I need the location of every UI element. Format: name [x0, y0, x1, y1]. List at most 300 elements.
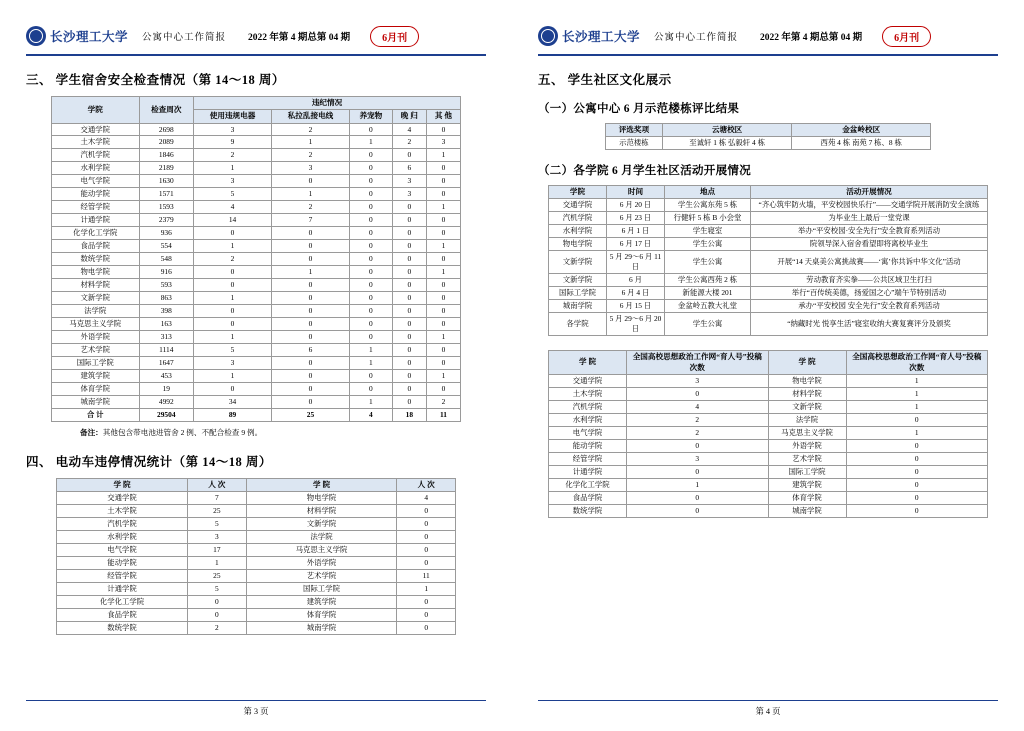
table-cell: 4 [627, 400, 769, 413]
table-row [52, 344, 461, 357]
table-cell: 1 [272, 188, 350, 201]
table-cell: 0 [272, 240, 350, 253]
table-cell: 城南学院 [768, 504, 846, 517]
table-cell: 2 [627, 413, 769, 426]
table-row [52, 227, 461, 240]
table-cell: 6 月 23 日 [607, 212, 665, 225]
table-cell: 6 [272, 344, 350, 357]
table-cell: 0 [846, 452, 988, 465]
table-cell: 1 [426, 240, 460, 253]
table-row [549, 251, 988, 274]
table-cell: 经管学院 [52, 201, 140, 214]
table-cell: 物电学院 [549, 238, 607, 251]
table-cell: 汽机学院 [549, 212, 607, 225]
table-cell: 11 [397, 570, 456, 583]
table-cell: 外语学院 [246, 557, 397, 570]
table-row [549, 225, 988, 238]
table-cell: 0 [349, 266, 392, 279]
table-cell: 4 [397, 492, 456, 505]
col-time: 时间 [607, 186, 665, 199]
table-cell: 5 月 29～6 月 11 日 [607, 251, 665, 274]
table-cell: 国际工学院 [549, 287, 607, 300]
table-cell: 化学化工学院 [57, 596, 188, 609]
table-cell: 398 [139, 305, 194, 318]
table-cell: 体育学院 [246, 609, 397, 622]
table-cell: 1 [426, 201, 460, 214]
table-cell: 0 [426, 318, 460, 331]
section-4-title: 四、 电动车违停情况统计（第 14～18 周） [26, 455, 272, 470]
table-cell: 6 月 4 日 [607, 287, 665, 300]
table-row [549, 439, 988, 452]
table-cell: 3 [194, 357, 272, 370]
table-cell: 示范楼栋 [606, 137, 663, 150]
table-cell: 0 [392, 227, 426, 240]
table-cell: 0 [349, 370, 392, 383]
table-body-awards [606, 137, 931, 150]
table-row [549, 426, 988, 439]
table-cell: 0 [349, 201, 392, 214]
table-cell: 0 [392, 266, 426, 279]
table-cell: 汽机学院 [52, 149, 140, 162]
university-logo [26, 26, 128, 46]
table-cell: 0 [194, 279, 272, 292]
table-cell: 0 [272, 396, 350, 409]
table-cell: 文新学院 [549, 251, 607, 274]
table-cell: 计通学院 [57, 583, 188, 596]
issue-badge: 6月刊 [370, 26, 419, 47]
table-cell: 0 [272, 318, 350, 331]
table-cell: 0 [392, 370, 426, 383]
table-cell: 0 [426, 253, 460, 266]
table-row [57, 505, 456, 518]
table-cell: 2379 [139, 214, 194, 227]
table-cell: 0 [397, 544, 456, 557]
table-model-dorm-awards [605, 123, 931, 150]
table-cell: 25 [188, 505, 247, 518]
table-row [52, 175, 461, 188]
table-cell: 学生公寓 [665, 313, 751, 336]
table-cell: 文新学院 [549, 274, 607, 287]
table-cell: 汽机学院 [57, 518, 188, 531]
table-cell: 电气学院 [549, 426, 627, 439]
table-cell: 交通学院 [549, 374, 627, 387]
masthead-right [538, 22, 998, 56]
table-cell: 体育学院 [52, 383, 140, 396]
table-cell: 食品学院 [52, 240, 140, 253]
table-row [52, 279, 461, 292]
table-row [52, 266, 461, 279]
table-cell: 西苑 4 栋 南苑 7 栋、8 栋 [792, 137, 931, 150]
col-violation-group: 违纪情况 [194, 97, 461, 110]
table-cell: 0 [426, 175, 460, 188]
table-row [57, 557, 456, 570]
table-cell: 0 [846, 465, 988, 478]
table-cell: 0 [349, 214, 392, 227]
table-row [606, 137, 931, 150]
table-cell: 法学院 [52, 305, 140, 318]
table-cell: 能动学院 [549, 439, 627, 452]
table-cell: 14 [194, 214, 272, 227]
col-count-a: 人 次 [188, 479, 247, 492]
table-cell: 6 月 20 日 [607, 199, 665, 212]
table-cell: 城南学院 [52, 396, 140, 409]
table-row [52, 318, 461, 331]
table-cell: 0 [426, 357, 460, 370]
table-cell: 0 [349, 227, 392, 240]
masthead-subtitle: 公寓中心工作简报 [142, 33, 227, 43]
table-cell: 0 [272, 331, 350, 344]
table-row [52, 162, 461, 175]
table-cell: 1846 [139, 149, 194, 162]
table-cell: 物电学院 [246, 492, 397, 505]
table-cell: 0 [397, 518, 456, 531]
table-cell: 593 [139, 279, 194, 292]
table-cell: 数统学院 [549, 504, 627, 517]
table-cell: 行健轩 5 栋 B 小会堂 [665, 212, 751, 225]
table-row [57, 518, 456, 531]
table-cell: 学生公寓 [665, 238, 751, 251]
table-cell: 1571 [139, 188, 194, 201]
table-row [52, 409, 461, 422]
table-cell: 食品学院 [57, 609, 188, 622]
table-row [549, 274, 988, 287]
table-cell: 6 月 17 日 [607, 238, 665, 251]
table-cell: 3 [272, 162, 350, 175]
table-row [52, 123, 461, 136]
table-cell: 916 [139, 266, 194, 279]
table-cell: 4 [349, 409, 392, 422]
table-cell: 0 [349, 253, 392, 266]
table-cell: 0 [272, 370, 350, 383]
table-row [57, 622, 456, 635]
university-seal-icon [26, 26, 46, 46]
table-cell: 1 [846, 374, 988, 387]
table-cell: 0 [392, 201, 426, 214]
table-cell: 体育学院 [768, 491, 846, 504]
subsection-1-title: （一）公寓中心 6 月示范楼栋评比结果 [538, 103, 740, 115]
table-cell: 土木学院 [57, 505, 188, 518]
table-cell: 548 [139, 253, 194, 266]
table-cell: 0 [392, 318, 426, 331]
table-row [549, 478, 988, 491]
table-cell: 1 [397, 583, 456, 596]
table-cell: 0 [392, 149, 426, 162]
table-cell: 计通学院 [52, 214, 140, 227]
table-cell: 1 [349, 344, 392, 357]
table-cell: 0 [194, 318, 272, 331]
table-cell: 1 [846, 387, 988, 400]
table-cell: 金盆岭五教大礼堂 [665, 300, 751, 313]
table-cell: 19 [139, 383, 194, 396]
table-row [52, 292, 461, 305]
table-cell: 0 [194, 227, 272, 240]
table-cell: 1 [272, 266, 350, 279]
table-cell: 6 月 [607, 274, 665, 287]
table-cell: 各学院 [549, 313, 607, 336]
table-cell: 1 [349, 136, 392, 149]
table-cell: 艺术学院 [768, 452, 846, 465]
table-cell: 0 [349, 188, 392, 201]
table-cell: 9 [194, 136, 272, 149]
table-row [52, 253, 461, 266]
col-jinpenling-campus: 金盆岭校区 [792, 124, 931, 137]
table-row [57, 609, 456, 622]
table-row [549, 413, 988, 426]
table-cell: 合 计 [52, 409, 140, 422]
table-cell: 25 [272, 409, 350, 422]
table-row [549, 504, 988, 517]
table-community-activities [548, 185, 988, 336]
table-cell: 0 [349, 149, 392, 162]
table-cell: 0 [349, 162, 392, 175]
table-cell: 0 [846, 439, 988, 452]
table-cell: 5 [194, 344, 272, 357]
masthead-issue: 2022 年第 4 期总第 04 期 [760, 33, 863, 43]
table-cell: 0 [188, 609, 247, 622]
table-cell: 3 [392, 175, 426, 188]
table-cell: 1 [272, 136, 350, 149]
table-cell: 水利学院 [549, 413, 627, 426]
page-right [512, 0, 1024, 731]
table-cell: 建筑学院 [52, 370, 140, 383]
table-cell: 学生公寓西苑 2 栋 [665, 274, 751, 287]
table-cell: 34 [194, 396, 272, 409]
table-cell: 3 [392, 188, 426, 201]
col-illegal-appliance: 使用违规电器 [194, 110, 272, 123]
table-cell: 物电学院 [768, 374, 846, 387]
table-cell: 0 [272, 253, 350, 266]
table-cell: 0 [627, 439, 769, 452]
table-cell: 学生公寓东苑 5 栋 [665, 199, 751, 212]
footer-rule-right [538, 700, 998, 701]
table-cell: 1 [426, 149, 460, 162]
col-dept-b: 学 院 [246, 479, 397, 492]
table-cell: 3 [194, 123, 272, 136]
col-other: 其 他 [426, 110, 460, 123]
col-late-return: 晚 归 [392, 110, 426, 123]
table-body-ebike [57, 492, 456, 635]
table-cell: 城南学院 [549, 300, 607, 313]
table-cell: 0 [349, 240, 392, 253]
table-row [52, 188, 461, 201]
table-cell: 0 [349, 292, 392, 305]
table-cell: 城南学院 [246, 622, 397, 635]
table-row [52, 201, 461, 214]
table-cell: 936 [139, 227, 194, 240]
col-yuntang-campus: 云塘校区 [662, 124, 792, 137]
table-cell: 1 [194, 331, 272, 344]
table-cell: 建筑学院 [246, 596, 397, 609]
table-body-yurenhao [549, 374, 988, 517]
table-cell: 3 [627, 374, 769, 387]
table-cell: 0 [272, 305, 350, 318]
table-cell: 1 [194, 162, 272, 175]
section-3-title: 三、 学生宿舍安全检查情况（第 14～18 周） [26, 73, 285, 87]
table-row [549, 212, 988, 225]
table-cell: 0 [349, 318, 392, 331]
table-cell: 1647 [139, 357, 194, 370]
table-cell: 0 [272, 357, 350, 370]
table-row [57, 596, 456, 609]
issue-badge: 6月刊 [882, 26, 931, 47]
table-cell: 3 [188, 531, 247, 544]
safety-note [80, 427, 486, 438]
table-cell: 化学化工学院 [52, 227, 140, 240]
table-cell: 2 [392, 136, 426, 149]
table-row [549, 374, 988, 387]
table-cell: 水利学院 [549, 225, 607, 238]
table-cell: “齐心筑牢防火墙，平安校园快乐行”——交通学院开展消防安全演练 [751, 199, 988, 212]
section-5-title: 五、 学生社区文化展示 [538, 73, 672, 87]
col-submissions-a: 全国高校思想政治工作网“育人号”投稿次数 [627, 351, 769, 375]
table-cell: 至诚轩 1 栋 弘毅轩 4 栋 [662, 137, 792, 150]
table-cell: 5 [188, 518, 247, 531]
table-row [57, 583, 456, 596]
university-logo-text: 长沙理工大学 [562, 30, 641, 44]
table-cell: 1 [426, 370, 460, 383]
table-row [52, 357, 461, 370]
table-row [52, 240, 461, 253]
masthead-left [26, 22, 486, 56]
table-cell: 29504 [139, 409, 194, 422]
table-cell: 7 [272, 214, 350, 227]
university-seal-icon [538, 26, 558, 46]
table-cell: 5 [194, 188, 272, 201]
table-cell: 法学院 [246, 531, 397, 544]
table-row [52, 149, 461, 162]
table-cell: 马克思主义学院 [52, 318, 140, 331]
table-row [52, 305, 461, 318]
table-cell: 0 [392, 214, 426, 227]
table-cell: 4992 [139, 396, 194, 409]
table-cell: 2 [272, 123, 350, 136]
table-cell: 法学院 [768, 413, 846, 426]
table-row [549, 400, 988, 413]
table-cell: 2698 [139, 123, 194, 136]
table-cell: 0 [426, 344, 460, 357]
table-cell: 2 [272, 149, 350, 162]
table-row [52, 383, 461, 396]
col-count-b: 人 次 [397, 479, 456, 492]
table-cell: 6 月 1 日 [607, 225, 665, 238]
table-cell: 化学化工学院 [549, 478, 627, 491]
table-cell: 国际工学院 [52, 357, 140, 370]
table-row [549, 300, 988, 313]
table-cell: 0 [426, 292, 460, 305]
table-cell: 3 [627, 452, 769, 465]
table-cell: 6 月 15 日 [607, 300, 665, 313]
table-cell: 1630 [139, 175, 194, 188]
table-cell: 0 [426, 305, 460, 318]
col-submissions-b: 全国高校思想政治工作网“育人号”投稿次数 [846, 351, 988, 375]
table-cell: 新能源大楼 201 [665, 287, 751, 300]
table-cell: 外语学院 [52, 331, 140, 344]
table-cell: 食品学院 [549, 491, 627, 504]
table-cell: 材料学院 [768, 387, 846, 400]
table-cell: 汽机学院 [549, 400, 627, 413]
table-cell: 0 [392, 383, 426, 396]
table-cell: 0 [397, 622, 456, 635]
table-cell: 0 [426, 188, 460, 201]
masthead-subtitle: 公寓中心工作简报 [654, 33, 739, 43]
table-cell: 0 [397, 557, 456, 570]
table-cell: 土木学院 [52, 136, 140, 149]
table-cell: 0 [194, 266, 272, 279]
table-cell: 0 [188, 596, 247, 609]
col-illegal-wiring: 私拉乱接电线 [272, 110, 350, 123]
table-cell: “纳藏时光 悦享生活”寝室收纳大赛复赛评分及颁奖 [751, 313, 988, 336]
table-cell: 2089 [139, 136, 194, 149]
table-cell: 0 [194, 383, 272, 396]
table-row [549, 491, 988, 504]
col-dept: 学院 [52, 97, 140, 124]
table-row [52, 136, 461, 149]
table-cell: 0 [272, 292, 350, 305]
table-cell: 1 [846, 400, 988, 413]
table-cell: 0 [392, 240, 426, 253]
subsection-2-title: （二）各学院 6 月学生社区活动开展情况 [538, 165, 751, 178]
table-row [549, 452, 988, 465]
table-cell: 0 [272, 227, 350, 240]
col-dept: 学院 [549, 186, 607, 199]
table-cell: 1114 [139, 344, 194, 357]
table-cell: 1 [194, 292, 272, 305]
col-dept-a: 学 院 [57, 479, 188, 492]
table-cell: 0 [392, 305, 426, 318]
table-cell: 0 [426, 162, 460, 175]
col-times: 检查周次 [139, 97, 194, 124]
table-body-activities [549, 199, 988, 336]
table-row [57, 544, 456, 557]
table-row [549, 387, 988, 400]
table-cell: 学生公寓 [665, 251, 751, 274]
table-cell: 建筑学院 [768, 478, 846, 491]
table-cell: 0 [426, 227, 460, 240]
table-cell: 5 [188, 583, 247, 596]
table-cell: 举办“平安校园·安全先行”安全教育系列活动 [751, 225, 988, 238]
table-cell: 0 [426, 123, 460, 136]
table-cell: 0 [392, 331, 426, 344]
table-cell: 89 [194, 409, 272, 422]
table-row [549, 313, 988, 336]
table-row [549, 199, 988, 212]
table-cell: 1 [194, 370, 272, 383]
university-logo-text: 长沙理工大学 [50, 30, 129, 44]
table-cell: 17 [188, 544, 247, 557]
col-award: 评选奖项 [606, 124, 663, 137]
table-cell: 马克思主义学院 [768, 426, 846, 439]
table-cell: 文新学院 [246, 518, 397, 531]
table-row [549, 287, 988, 300]
table-cell: 0 [272, 175, 350, 188]
table-cell: 1 [426, 331, 460, 344]
table-cell: 0 [349, 331, 392, 344]
page-number-right: 第 4 页 [755, 707, 781, 716]
table-cell: 0 [349, 305, 392, 318]
table-cell: 材料学院 [52, 279, 140, 292]
table-cell: 经管学院 [57, 570, 188, 583]
table-cell: 5 月 29～6 月 20 日 [607, 313, 665, 336]
table-cell: 1593 [139, 201, 194, 214]
table-row [57, 492, 456, 505]
table-cell: 外语学院 [768, 439, 846, 452]
table-cell: 3 [426, 136, 460, 149]
table-cell: 0 [349, 123, 392, 136]
table-cell: 开展“14 天桌美公寓挑战赛——‘寓’你共诉中华文化”活动 [751, 251, 988, 274]
table-cell: 物电学院 [52, 266, 140, 279]
table-cell: 1 [846, 426, 988, 439]
table-row [52, 396, 461, 409]
